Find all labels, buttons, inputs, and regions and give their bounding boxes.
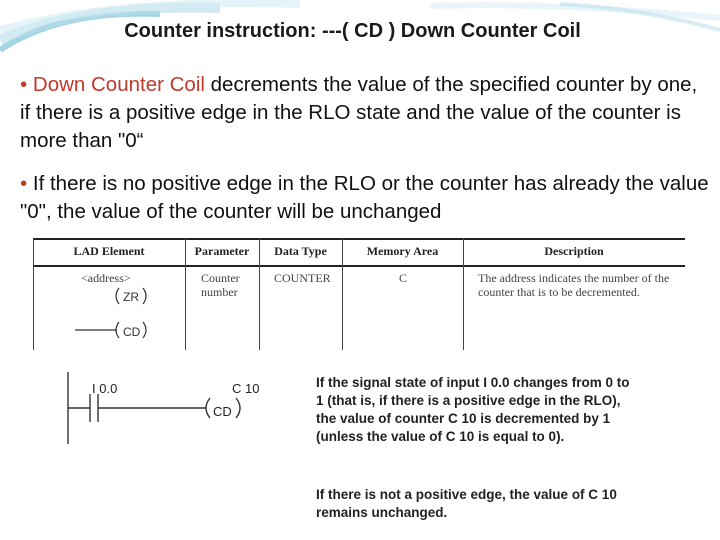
bullet-paragraph-2 bbox=[20, 170, 710, 226]
bullet-1-text: decrements the value of the specified counter by one, if there is a positive edge in the RLO state and the value of the counter is more than "0“ bbox=[20, 73, 698, 152]
bullet-marker: • bbox=[20, 172, 28, 195]
table-header-rule bbox=[33, 265, 685, 267]
bullet-marker: • bbox=[20, 73, 28, 96]
counter-label: C 10 bbox=[232, 381, 260, 396]
table-header-memory-area: Memory Area bbox=[366, 244, 439, 258]
bullet-paragraph-1 bbox=[20, 71, 710, 155]
data-type-value: COUNTER bbox=[274, 271, 331, 285]
lad-zr-label: ZR bbox=[123, 290, 139, 304]
example-note-2: If there is not a positive edge, the value of C 10 remains unchanged. bbox=[316, 487, 617, 520]
ladder-example bbox=[66, 372, 326, 452]
table-header-parameter: Parameter bbox=[194, 244, 250, 258]
slide-title: Counter instruction: ---( CD ) Down Counter Coil bbox=[124, 20, 581, 42]
parameter-value: Counter number bbox=[201, 271, 240, 299]
lad-cd-label: CD bbox=[123, 325, 141, 339]
description-value: The address indicates the number of the counter that is to be decremented. bbox=[478, 271, 670, 299]
table-top-rule bbox=[33, 238, 685, 240]
table-header-lad: LAD Element bbox=[73, 244, 145, 258]
input-label: I 0.0 bbox=[92, 381, 118, 396]
table-header-data-type: Data Type bbox=[274, 244, 327, 258]
table-header-description: Description bbox=[544, 244, 604, 258]
lad-address: <address> bbox=[81, 271, 131, 285]
bullet-2-text: If there is no positive edge in the RLO or the counter has already the value "0", the value of the counter will be unchanged bbox=[20, 172, 709, 223]
coil-label: CD bbox=[213, 404, 232, 419]
parameter-table bbox=[33, 238, 685, 350]
example-note-1: If the signal state of input I 0.0 changes from 0 to 1 (that is, if there is a positive edge in the RLO), the value of counter C 10 is decremented by 1 (unless the value of C 10 is equal to 0). bbox=[316, 375, 630, 444]
highlight-term: Down Counter Coil bbox=[32, 73, 205, 96]
memory-area-value: C bbox=[399, 271, 408, 285]
